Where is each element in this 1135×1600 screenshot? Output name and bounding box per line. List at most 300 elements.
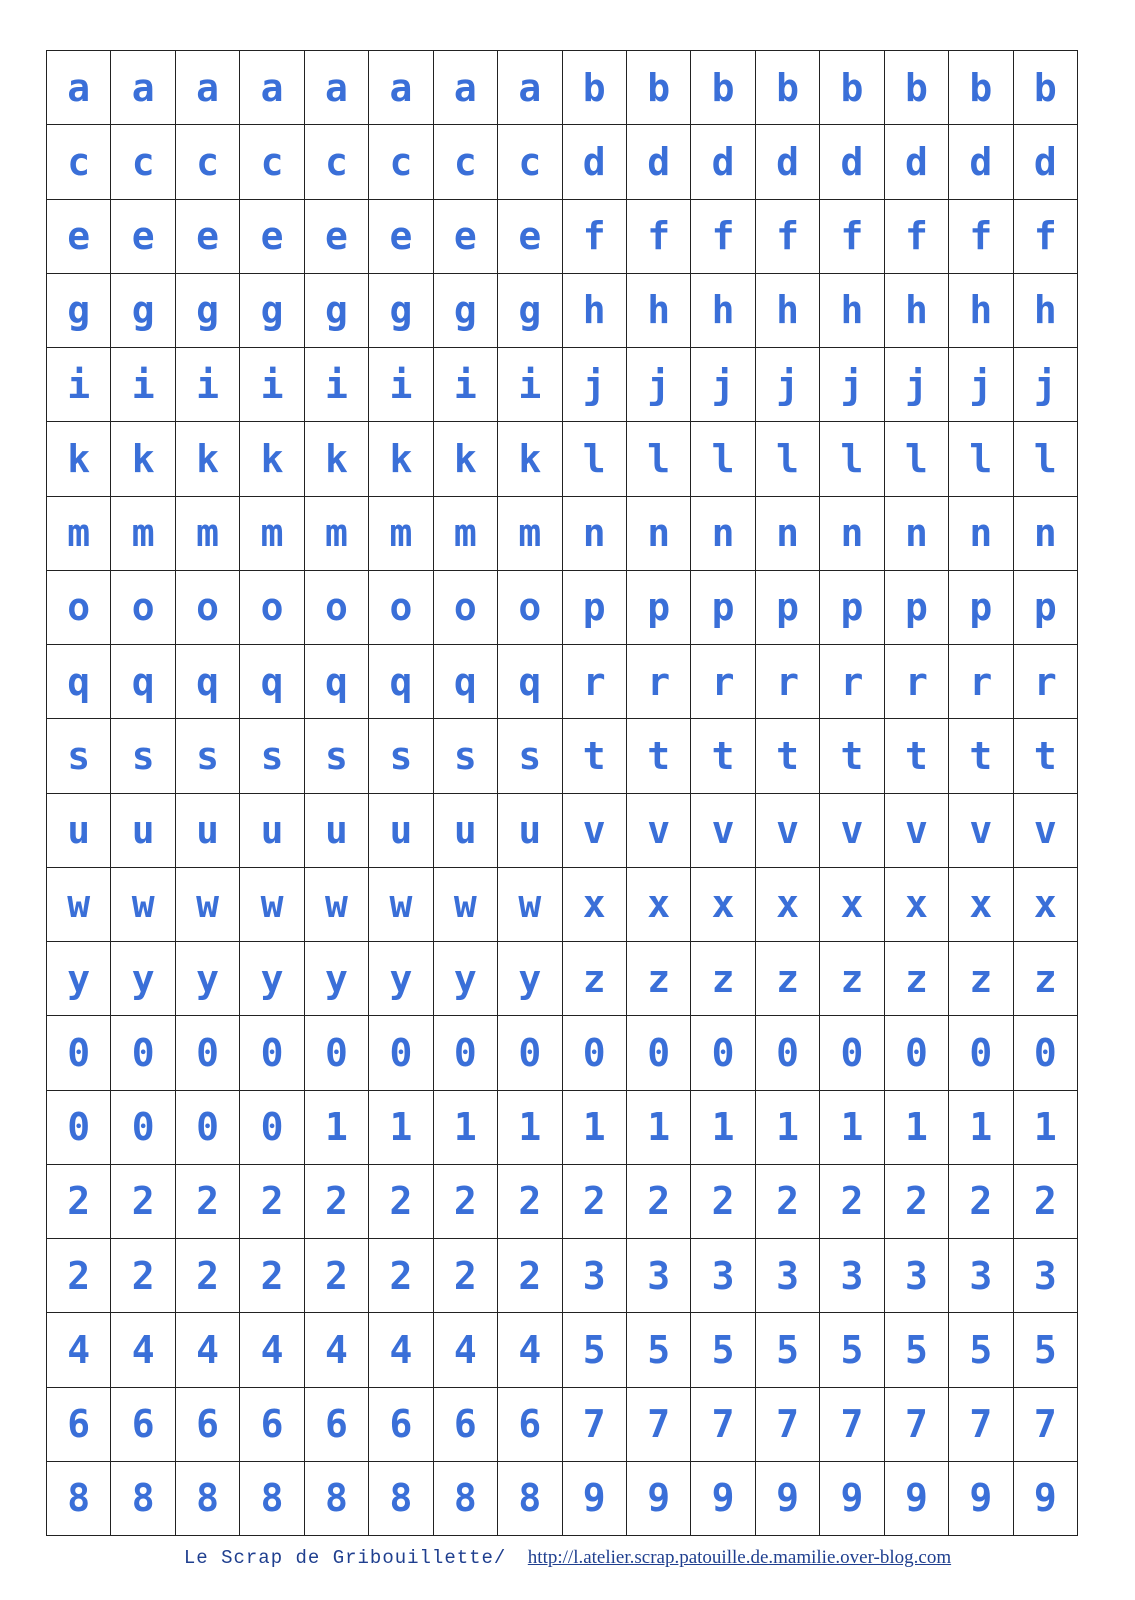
footer-credit: Le Scrap de Gribouillette/ — [183, 1547, 507, 1569]
grid-cell: i — [240, 348, 304, 422]
grid-cell: m — [434, 497, 498, 571]
grid-cell: 7 — [949, 1388, 1013, 1462]
grid-cell: 2 — [949, 1165, 1013, 1239]
grid-cell: t — [627, 719, 691, 793]
grid-cell: 5 — [756, 1313, 820, 1387]
grid-cell: f — [820, 200, 884, 274]
grid-cell: 8 — [111, 1462, 175, 1536]
grid-cell: g — [498, 274, 562, 348]
grid-cell: 9 — [820, 1462, 884, 1536]
grid-cell: 9 — [627, 1462, 691, 1536]
grid-cell: 0 — [1014, 1016, 1078, 1090]
grid-cell: 0 — [434, 1016, 498, 1090]
grid-cell: 2 — [885, 1165, 949, 1239]
grid-cell: a — [434, 51, 498, 125]
grid-cell: 0 — [176, 1016, 240, 1090]
character-grid — [46, 50, 1078, 1536]
grid-cell: r — [627, 645, 691, 719]
grid-cell: 5 — [1014, 1313, 1078, 1387]
grid-cell: e — [47, 200, 111, 274]
grid-cell: a — [176, 51, 240, 125]
grid-cell: b — [756, 51, 820, 125]
grid-cell: 5 — [563, 1313, 627, 1387]
grid-cell: j — [949, 348, 1013, 422]
grid-cell: 1 — [756, 1091, 820, 1165]
grid-cell: b — [949, 51, 1013, 125]
grid-cell: q — [369, 645, 433, 719]
grid-cell: 6 — [305, 1388, 369, 1462]
grid-cell: n — [756, 497, 820, 571]
grid-cell: m — [176, 497, 240, 571]
grid-cell: 2 — [563, 1165, 627, 1239]
grid-cell: e — [434, 200, 498, 274]
grid-cell: 6 — [498, 1388, 562, 1462]
grid-cell: o — [305, 571, 369, 645]
grid-cell: z — [691, 942, 755, 1016]
grid-cell: h — [949, 274, 1013, 348]
grid-cell: b — [1014, 51, 1078, 125]
grid-cell: a — [47, 51, 111, 125]
grid-cell: 2 — [1014, 1165, 1078, 1239]
grid-cell: n — [627, 497, 691, 571]
grid-cell: 0 — [240, 1016, 304, 1090]
grid-cell: d — [563, 125, 627, 199]
grid-cell: q — [240, 645, 304, 719]
grid-cell: z — [1014, 942, 1078, 1016]
grid-cell: 2 — [305, 1165, 369, 1239]
grid-cell: w — [498, 868, 562, 942]
grid-cell: i — [434, 348, 498, 422]
grid-cell: 8 — [47, 1462, 111, 1536]
grid-cell: g — [369, 274, 433, 348]
grid-cell: 0 — [756, 1016, 820, 1090]
grid-cell: k — [111, 422, 175, 496]
grid-cell: y — [369, 942, 433, 1016]
grid-cell: e — [498, 200, 562, 274]
grid-cell: d — [691, 125, 755, 199]
grid-cell: p — [949, 571, 1013, 645]
grid-cell: 8 — [498, 1462, 562, 1536]
grid-cell: 7 — [885, 1388, 949, 1462]
grid-cell: j — [756, 348, 820, 422]
grid-cell: v — [949, 794, 1013, 868]
grid-cell: j — [563, 348, 627, 422]
grid-cell: w — [47, 868, 111, 942]
grid-cell: 3 — [885, 1239, 949, 1313]
grid-cell: 2 — [756, 1165, 820, 1239]
grid-cell: u — [498, 794, 562, 868]
grid-cell: 5 — [820, 1313, 884, 1387]
grid-cell: y — [434, 942, 498, 1016]
grid-cell: m — [498, 497, 562, 571]
grid-cell: 9 — [885, 1462, 949, 1536]
grid-cell: d — [820, 125, 884, 199]
grid-cell: 2 — [47, 1239, 111, 1313]
grid-cell: 5 — [885, 1313, 949, 1387]
grid-cell: v — [627, 794, 691, 868]
grid-cell: c — [305, 125, 369, 199]
grid-cell: x — [1014, 868, 1078, 942]
grid-cell: 0 — [305, 1016, 369, 1090]
grid-cell: 7 — [1014, 1388, 1078, 1462]
grid-cell: 2 — [176, 1165, 240, 1239]
grid-cell: 1 — [691, 1091, 755, 1165]
grid-cell: 2 — [627, 1165, 691, 1239]
grid-cell: b — [691, 51, 755, 125]
grid-cell: c — [111, 125, 175, 199]
grid-cell: t — [756, 719, 820, 793]
grid-cell: s — [176, 719, 240, 793]
grid-cell: f — [691, 200, 755, 274]
grid-cell: v — [563, 794, 627, 868]
grid-cell: c — [498, 125, 562, 199]
grid-cell: q — [498, 645, 562, 719]
grid-cell: n — [820, 497, 884, 571]
grid-cell: e — [176, 200, 240, 274]
grid-cell: k — [47, 422, 111, 496]
grid-cell: 0 — [949, 1016, 1013, 1090]
grid-cell: 6 — [111, 1388, 175, 1462]
grid-cell: 9 — [691, 1462, 755, 1536]
grid-cell: q — [434, 645, 498, 719]
grid-cell: n — [691, 497, 755, 571]
grid-cell: 3 — [691, 1239, 755, 1313]
grid-cell: p — [756, 571, 820, 645]
grid-cell: q — [305, 645, 369, 719]
grid-cell: s — [434, 719, 498, 793]
grid-cell: 2 — [240, 1239, 304, 1313]
grid-cell: k — [498, 422, 562, 496]
grid-cell: c — [369, 125, 433, 199]
grid-cell: b — [820, 51, 884, 125]
grid-cell: d — [949, 125, 1013, 199]
grid-cell: o — [111, 571, 175, 645]
grid-cell: c — [434, 125, 498, 199]
grid-cell: 3 — [563, 1239, 627, 1313]
grid-cell: 2 — [305, 1239, 369, 1313]
grid-cell: b — [627, 51, 691, 125]
grid-cell: w — [369, 868, 433, 942]
grid-cell: m — [47, 497, 111, 571]
grid-cell: 0 — [47, 1016, 111, 1090]
grid-cell: w — [240, 868, 304, 942]
grid-cell: i — [498, 348, 562, 422]
grid-cell: y — [498, 942, 562, 1016]
grid-cell: r — [949, 645, 1013, 719]
grid-cell: 8 — [434, 1462, 498, 1536]
grid-cell: 0 — [111, 1016, 175, 1090]
grid-cell: a — [240, 51, 304, 125]
grid-cell: 7 — [756, 1388, 820, 1462]
grid-cell: 0 — [563, 1016, 627, 1090]
grid-cell: l — [1014, 422, 1078, 496]
grid-cell: f — [563, 200, 627, 274]
grid-cell: 0 — [369, 1016, 433, 1090]
grid-cell: u — [434, 794, 498, 868]
grid-cell: 4 — [47, 1313, 111, 1387]
grid-cell: e — [240, 200, 304, 274]
grid-cell: l — [756, 422, 820, 496]
grid-cell: r — [1014, 645, 1078, 719]
grid-cell: 7 — [627, 1388, 691, 1462]
grid-cell: s — [498, 719, 562, 793]
grid-cell: 2 — [111, 1165, 175, 1239]
grid-cell: 4 — [498, 1313, 562, 1387]
grid-cell: j — [820, 348, 884, 422]
grid-cell: n — [885, 497, 949, 571]
grid-cell: y — [176, 942, 240, 1016]
grid-cell: j — [1014, 348, 1078, 422]
grid-cell: 1 — [369, 1091, 433, 1165]
grid-cell: r — [756, 645, 820, 719]
grid-cell: t — [1014, 719, 1078, 793]
footer-url-link[interactable]: http://l.atelier.scrap.patouille.de.mamilie.over-blog.com — [527, 1547, 952, 1568]
grid-cell: a — [369, 51, 433, 125]
grid-cell: m — [369, 497, 433, 571]
grid-cell: 1 — [1014, 1091, 1078, 1165]
grid-cell: k — [434, 422, 498, 496]
grid-cell: k — [240, 422, 304, 496]
grid-cell: x — [627, 868, 691, 942]
grid-cell: p — [563, 571, 627, 645]
grid-cell: 2 — [691, 1165, 755, 1239]
grid-cell: k — [369, 422, 433, 496]
grid-cell: m — [111, 497, 175, 571]
grid-cell: h — [820, 274, 884, 348]
grid-cell: 2 — [498, 1239, 562, 1313]
grid-cell: z — [885, 942, 949, 1016]
grid-cell: w — [176, 868, 240, 942]
grid-cell: g — [111, 274, 175, 348]
grid-cell: o — [240, 571, 304, 645]
grid-cell: 3 — [1014, 1239, 1078, 1313]
grid-cell: d — [627, 125, 691, 199]
grid-cell: x — [949, 868, 1013, 942]
grid-cell: s — [111, 719, 175, 793]
grid-cell: s — [47, 719, 111, 793]
grid-cell: 5 — [627, 1313, 691, 1387]
grid-cell: x — [691, 868, 755, 942]
grid-cell: l — [949, 422, 1013, 496]
grid-cell: p — [885, 571, 949, 645]
grid-cell: j — [885, 348, 949, 422]
footer — [0, 1546, 1135, 1569]
grid-cell: 1 — [949, 1091, 1013, 1165]
grid-cell: y — [111, 942, 175, 1016]
grid-cell: 9 — [949, 1462, 1013, 1536]
grid-cell: k — [305, 422, 369, 496]
grid-cell: 0 — [627, 1016, 691, 1090]
grid-cell: 6 — [434, 1388, 498, 1462]
grid-cell: w — [111, 868, 175, 942]
grid-cell: x — [563, 868, 627, 942]
grid-cell: z — [820, 942, 884, 1016]
grid-cell: 1 — [498, 1091, 562, 1165]
grid-cell: h — [756, 274, 820, 348]
grid-cell: o — [176, 571, 240, 645]
grid-cell: i — [305, 348, 369, 422]
grid-cell: 0 — [820, 1016, 884, 1090]
grid-cell: i — [369, 348, 433, 422]
grid-cell: e — [369, 200, 433, 274]
grid-cell: r — [691, 645, 755, 719]
grid-cell: h — [627, 274, 691, 348]
grid-cell: o — [434, 571, 498, 645]
grid-cell: 1 — [305, 1091, 369, 1165]
grid-cell: v — [1014, 794, 1078, 868]
grid-cell: h — [1014, 274, 1078, 348]
grid-cell: u — [47, 794, 111, 868]
grid-cell: g — [47, 274, 111, 348]
grid-cell: e — [111, 200, 175, 274]
grid-cell: u — [240, 794, 304, 868]
grid-cell: s — [240, 719, 304, 793]
grid-cell: 2 — [434, 1165, 498, 1239]
grid-cell: 3 — [820, 1239, 884, 1313]
grid-cell: h — [885, 274, 949, 348]
grid-cell: 2 — [820, 1165, 884, 1239]
grid-cell: u — [176, 794, 240, 868]
grid-cell: v — [820, 794, 884, 868]
grid-cell: m — [305, 497, 369, 571]
grid-cell: c — [47, 125, 111, 199]
grid-cell: f — [885, 200, 949, 274]
grid-cell: g — [305, 274, 369, 348]
grid-cell: j — [691, 348, 755, 422]
grid-cell: h — [691, 274, 755, 348]
grid-cell: o — [369, 571, 433, 645]
grid-cell: n — [949, 497, 1013, 571]
grid-cell: q — [47, 645, 111, 719]
grid-cell: o — [498, 571, 562, 645]
grid-cell: 2 — [240, 1165, 304, 1239]
grid-cell: d — [756, 125, 820, 199]
grid-cell: y — [240, 942, 304, 1016]
grid-cell: v — [691, 794, 755, 868]
grid-cell: x — [885, 868, 949, 942]
grid-cell: e — [305, 200, 369, 274]
grid-cell: 2 — [369, 1239, 433, 1313]
grid-cell: k — [176, 422, 240, 496]
grid-cell: s — [305, 719, 369, 793]
grid-cell: 8 — [369, 1462, 433, 1536]
grid-cell: t — [949, 719, 1013, 793]
grid-cell: 8 — [305, 1462, 369, 1536]
grid-cell: 2 — [434, 1239, 498, 1313]
grid-cell: y — [305, 942, 369, 1016]
grid-cell: 2 — [176, 1239, 240, 1313]
grid-cell: z — [949, 942, 1013, 1016]
grid-cell: l — [627, 422, 691, 496]
grid-cell: r — [820, 645, 884, 719]
grid-cell: 4 — [240, 1313, 304, 1387]
grid-cell: i — [176, 348, 240, 422]
grid-cell: t — [563, 719, 627, 793]
grid-cell: 4 — [305, 1313, 369, 1387]
grid-cell: 1 — [820, 1091, 884, 1165]
grid-cell: p — [691, 571, 755, 645]
grid-cell: 4 — [176, 1313, 240, 1387]
grid-cell: i — [47, 348, 111, 422]
grid-cell: g — [176, 274, 240, 348]
grid-cell: 3 — [756, 1239, 820, 1313]
grid-cell: l — [820, 422, 884, 496]
grid-cell: o — [47, 571, 111, 645]
grid-cell: x — [820, 868, 884, 942]
grid-cell: g — [240, 274, 304, 348]
grid-cell: 9 — [563, 1462, 627, 1536]
grid-cell: g — [434, 274, 498, 348]
grid-cell: w — [305, 868, 369, 942]
grid-cell: 0 — [47, 1091, 111, 1165]
grid-cell: 2 — [369, 1165, 433, 1239]
grid-cell: d — [1014, 125, 1078, 199]
grid-cell: 7 — [563, 1388, 627, 1462]
grid-cell: z — [563, 942, 627, 1016]
grid-cell: 0 — [111, 1091, 175, 1165]
grid-cell: 0 — [885, 1016, 949, 1090]
grid-cell: 8 — [176, 1462, 240, 1536]
grid-cell: h — [563, 274, 627, 348]
grid-cell: 9 — [1014, 1462, 1078, 1536]
grid-cell: 2 — [498, 1165, 562, 1239]
grid-cell: u — [111, 794, 175, 868]
grid-cell: r — [885, 645, 949, 719]
grid-cell: 4 — [434, 1313, 498, 1387]
grid-cell: x — [756, 868, 820, 942]
grid-cell: f — [627, 200, 691, 274]
grid-cell: q — [176, 645, 240, 719]
grid-cell: 2 — [111, 1239, 175, 1313]
grid-cell: t — [885, 719, 949, 793]
grid-cell: 5 — [949, 1313, 1013, 1387]
grid-cell: 2 — [47, 1165, 111, 1239]
grid-cell: 0 — [691, 1016, 755, 1090]
grid-cell: 7 — [691, 1388, 755, 1462]
grid-cell: v — [885, 794, 949, 868]
grid-cell: n — [1014, 497, 1078, 571]
grid-cell: 1 — [885, 1091, 949, 1165]
grid-cell: i — [111, 348, 175, 422]
grid-cell: d — [885, 125, 949, 199]
grid-cell: a — [111, 51, 175, 125]
grid-cell: a — [305, 51, 369, 125]
grid-cell: t — [691, 719, 755, 793]
grid-cell: 6 — [176, 1388, 240, 1462]
grid-cell: y — [47, 942, 111, 1016]
grid-cell: l — [885, 422, 949, 496]
grid-cell: 6 — [47, 1388, 111, 1462]
grid-cell: 0 — [498, 1016, 562, 1090]
grid-cell: l — [691, 422, 755, 496]
grid-cell: p — [627, 571, 691, 645]
grid-cell: 0 — [176, 1091, 240, 1165]
grid-cell: w — [434, 868, 498, 942]
grid-cell: s — [369, 719, 433, 793]
grid-cell: z — [756, 942, 820, 1016]
grid-cell: r — [563, 645, 627, 719]
grid-cell: p — [1014, 571, 1078, 645]
grid-cell: q — [111, 645, 175, 719]
grid-cell: 7 — [820, 1388, 884, 1462]
grid-cell: 4 — [111, 1313, 175, 1387]
grid-cell: 1 — [434, 1091, 498, 1165]
grid-cell: b — [563, 51, 627, 125]
grid-cell: u — [369, 794, 433, 868]
grid-cell: 5 — [691, 1313, 755, 1387]
grid-cell: f — [949, 200, 1013, 274]
grid-cell: 1 — [563, 1091, 627, 1165]
